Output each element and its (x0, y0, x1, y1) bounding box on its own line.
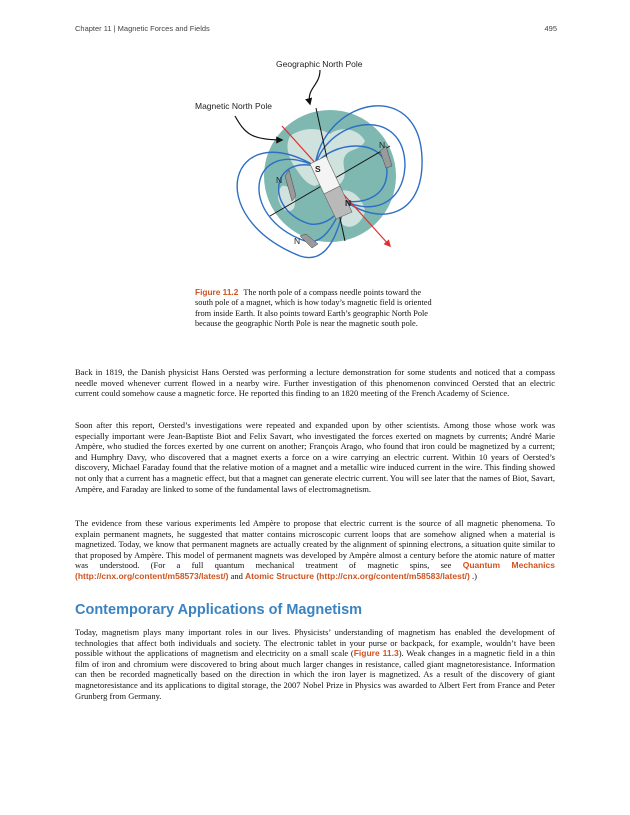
earth-field-diagram (190, 56, 430, 281)
link-figure-11-3[interactable]: Figure 11.3 (353, 648, 399, 659)
needle-n-label: N (294, 236, 301, 246)
paragraph-ampere (75, 518, 555, 582)
figure-caption (195, 287, 440, 329)
paragraph-text: Today, magnetism plays many important roles in our lives. Physicists’ understanding of magnetism has enabled the development of technologies that affect both individuals and society. The electronic tablet in your purse or backpack, for example, wouldn’t have been possible without the applications of magnetism and electricity on a small scale ( (75, 627, 555, 659)
link-atomic-structure[interactable]: Atomic Structure (http://cnx.org/content/m58583/latest/) (245, 570, 470, 581)
paragraph-oersted: Back in 1819, the Danish physicist Hans Oersted was performing a lecture demonstration for some students and noticed that a compass needle moved whenever current flowed in a nearby wire. Further investigation of this phenomenon convinced Oersted that an electric current could somehow cause a magnetic force. He reported this finding to an 1820 meeting of the French Academy of Science. (75, 367, 555, 399)
running-header-chapter: Chapter 11 | Magnetic Forces and Fields (75, 24, 210, 33)
needle-n-label: N (276, 175, 283, 185)
paragraph-text: The evidence from these various experiments led Ampère to propose that electric current is the source of all magnetic phenomena. To explain permanent magnets, he suggested that matter contains microscopic current loops that are somehow aligned when a material is magnetized. Today, we know that permanent magnets are actually created by the alignment of spinning electrons, a situation quite similar to that proposed by Ampère. This model of permanent magnets was developed by Ampère almost a century before the atomic nature of matter was understood. (For a full quantum mechanical treatment of magnetic spins, see (75, 518, 555, 571)
paragraph-text: and (228, 570, 246, 581)
paragraph-text: .) (469, 570, 477, 581)
magnetic-pole-pointer (235, 116, 282, 140)
paragraph-applications (75, 627, 555, 701)
geographic-pole-pointer (309, 70, 320, 104)
page-number: 495 (544, 24, 557, 33)
link-quantum-mechanics[interactable]: Quantum Mechanics (http://cnx.org/content/m58573/latest/) (75, 560, 555, 581)
figure-earth-magnetic-field (190, 56, 430, 281)
magnet-north-pole-label: N (345, 198, 352, 208)
needle-n-label: N (379, 140, 386, 150)
label-geographic-north-pole: Geographic North Pole (276, 59, 363, 69)
section-heading: Contemporary Applications of Magnetism (75, 602, 363, 618)
figure-number: Figure 11.2 (195, 287, 239, 297)
caption-text: The north pole of a compass needle points toward the south pole of a magnet, which is how today’s magnetic field is oriented from inside Earth. It also points toward Earth’s geographic North Pole because the geographic North Pole is near the magnetic south pole. (195, 288, 432, 328)
label-magnetic-north-pole: Magnetic North Pole (195, 101, 273, 111)
paragraph-scientists: Soon after this report, Oersted’s investigations were repeated and expanded upon by other scientists. Among those whose work was especially important were Jean-Baptiste Biot and Felix Savart, who investigated the forces exerted on magnets by currents; André Marie Ampère, who studied the forces exerted by one current on another; François Arago, who found that iron could be magnetized by a current; and Humphry Davy, who discovered that a magnet exerts a force on a wire carrying an electric current. Within 10 years of Oersted’s discovery, Michael Faraday found that the relative motion of a magnet and a metallic wire induced current in the wire. This finding showed not only that a current has a magnetic effect, but that a magnet can generate electric current. You will see later that the names of Biot, Savart, Ampère, and Faraday are linked to some of the fundamental laws of electromagnetism. (75, 420, 555, 494)
magnet-south-pole-label: S (315, 164, 321, 174)
paragraph-text: ). Weak changes in a magnetic field in a thin film of iron and chromium were discovered to bring about much larger changes in resistance, called giant magnetoresistance. Information can then be recorded magnetically based on the direction in which the iron layer is magnetized. As a result of the discovery of giant magnetoresistance and its applications to digital storage, the 2007 Nobel Prize in Physics was awarded to Albert Fert from France and Peter Grunberg from Germany. (75, 648, 555, 701)
